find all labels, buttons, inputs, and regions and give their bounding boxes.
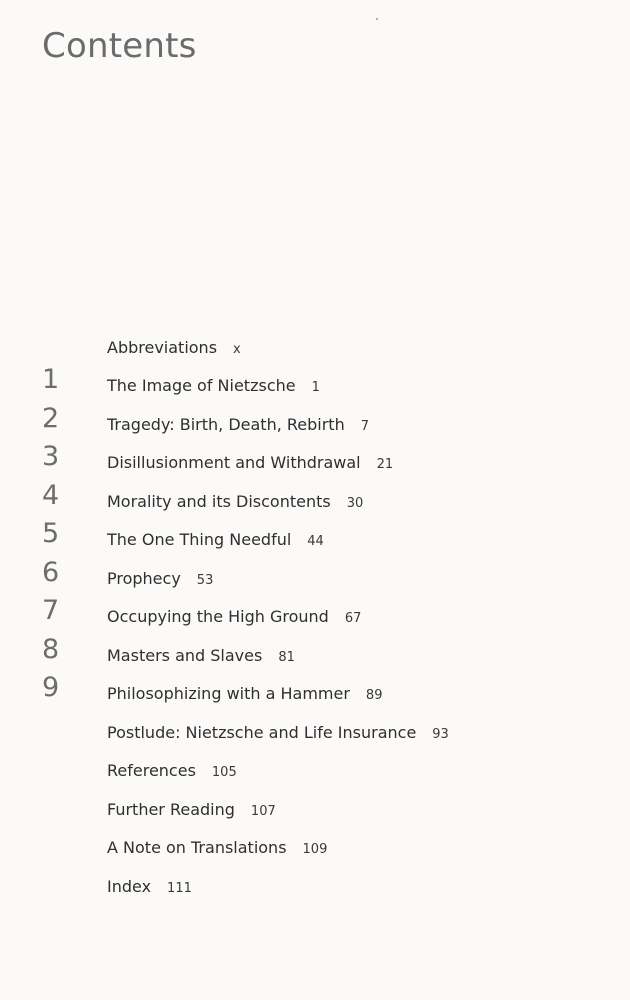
toc-label: Occupying the High Ground [107,607,329,626]
toc-page-number: x [233,342,241,357]
toc-line [107,795,276,827]
toc-line [107,718,449,750]
toc-label: Disillusionment and Withdrawal [107,453,361,472]
toc-entry-index[interactable] [0,872,630,902]
toc-label: References [107,761,196,780]
toc-line [107,410,369,442]
toc-page-number: 111 [167,881,192,896]
toc-entry-chapter-7[interactable] [0,595,630,632]
toc-line [107,564,213,596]
toc-label: Index [107,877,152,896]
toc-entry-postlude[interactable] [0,718,630,748]
toc-label: Postlude: Nietzsche and Life Insurance [107,723,417,742]
toc-line [107,756,237,788]
toc-page-number: 89 [365,688,383,703]
toc-line [107,448,393,480]
toc-page-number: 105 [211,765,237,780]
toc-label: Masters and Slaves [107,646,263,665]
chapter-number: 3 [42,441,60,472]
toc-page-number: 21 [376,457,394,472]
toc-line [107,602,361,634]
toc-line [107,833,327,865]
chapter-number: 1 [42,364,60,395]
toc-label: Further Reading [107,800,235,819]
toc-page-number: 93 [432,727,449,742]
toc-entry-references[interactable] [0,756,630,786]
page-title: Contents [42,26,197,66]
chapter-number: 8 [42,634,60,665]
toc-line [107,371,320,403]
toc-label: Abbreviations [107,338,218,357]
toc-entry-chapter-8[interactable] [0,634,630,671]
toc-page-number: 109 [302,842,328,857]
toc-page-number: 81 [278,650,295,665]
toc-line [107,679,382,711]
toc-label: The One Thing Needful [107,530,292,549]
toc-page-number: 44 [307,534,324,549]
toc-entry-abbreviations[interactable] [0,333,630,363]
toc-page-number: 30 [346,496,364,511]
toc-page-number: 107 [250,804,276,819]
toc-line [107,525,324,557]
toc-entry-chapter-4[interactable] [0,480,630,517]
toc-entry-further-reading[interactable] [0,795,630,825]
toc-entry-chapter-9[interactable] [0,672,630,709]
toc-label: Tragedy: Birth, Death, Rebirth [107,415,345,434]
chapter-number: 4 [42,480,60,511]
toc-page-number: 7 [360,419,369,434]
toc-label: A Note on Translations [107,838,287,857]
toc-entry-chapter-6[interactable] [0,557,630,594]
toc-page-number: 1 [311,380,320,395]
toc-line [107,641,295,673]
toc-line [107,333,241,365]
chapter-number: 9 [42,672,60,703]
chapter-number: 2 [42,403,60,434]
toc-entry-chapter-3[interactable] [0,441,630,478]
toc-entry-note-on-translations[interactable] [0,833,630,863]
chapter-number: 6 [42,557,60,588]
toc-label: Morality and its Discontents [107,492,331,511]
toc-label: The Image of Nietzsche [107,376,296,395]
toc-entry-chapter-2[interactable] [0,403,630,440]
toc-line [107,487,363,519]
toc-page-number: 53 [196,573,214,588]
paper-speck [376,18,378,20]
toc-line [107,872,192,904]
chapter-number: 5 [42,518,60,549]
toc-page-number: 67 [344,611,362,626]
toc-entry-chapter-5[interactable] [0,518,630,555]
toc-label: Prophecy [107,569,181,588]
chapter-number: 7 [42,595,60,626]
toc-entry-chapter-1[interactable] [0,364,630,401]
toc-label: Philosophizing with a Hammer [107,684,350,703]
